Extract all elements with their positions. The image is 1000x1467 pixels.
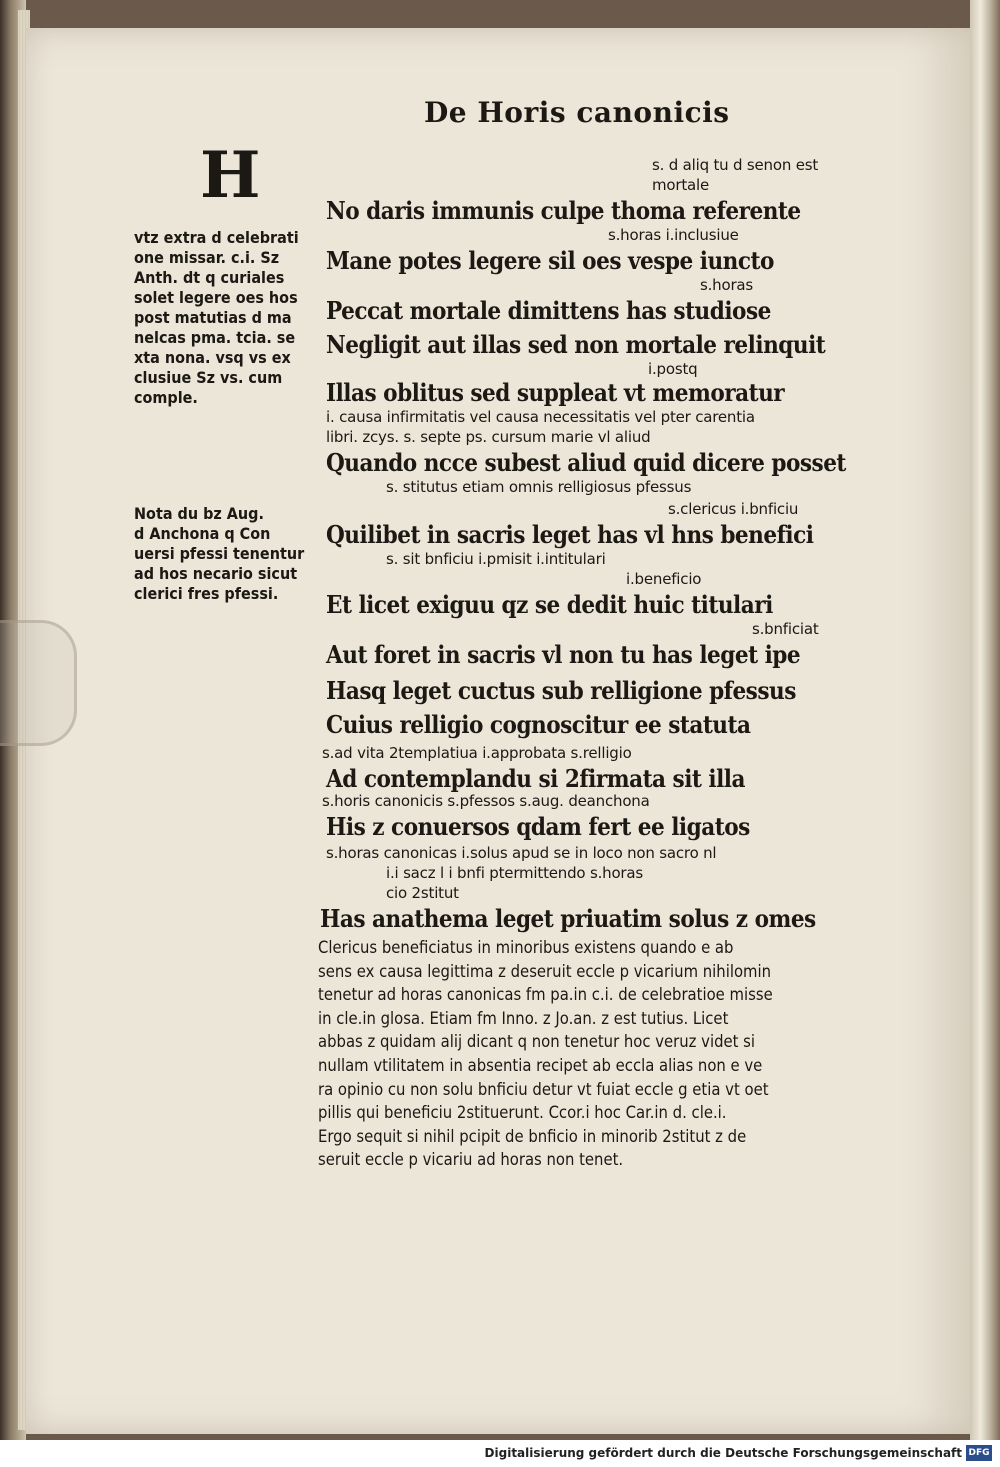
interlinear-gloss: s.horis canonicis s.pfessos s.aug. deanchona [322, 792, 650, 810]
commentary-line: in cle.in glosa. Etiam fm Inno. z Jo.an. z est tutius. Licet [318, 1008, 729, 1028]
running-head: De Horis canonicis [424, 96, 730, 129]
interlinear-gloss: mortale [652, 176, 710, 194]
commentary-paragraph [318, 936, 848, 1172]
gloss-line: vtz extra d celebrati [134, 228, 299, 247]
gloss-line: clerici fres pfessi. [134, 584, 279, 603]
interlinear-gloss: s. stitutus etiam omnis relligiosus pfessus [386, 478, 692, 496]
gloss-line: post matutias d ma [134, 308, 292, 327]
commentary-line: Ergo sequit si nihil pcipit de bnficio in minorib 2stitut z de [318, 1126, 747, 1146]
verse-line: Ad contemplandu si 2firmata sit illa [326, 764, 745, 793]
interlinear-gloss: i.postq [648, 360, 698, 378]
drop-initial: H [200, 138, 261, 213]
interlinear-gloss: s.clericus i.bnficiu [668, 500, 799, 518]
interlinear-gloss: s.ad vita 2templatiua i.approbata s.relligio [322, 744, 632, 762]
funding-credit: Digitalisierung gefördert durch die Deutsche Forschungsgemeinschaft [484, 1446, 962, 1460]
interlinear-gloss: s.horas canonicas i.solus apud se in loco non sacro nl [326, 844, 717, 862]
gloss-line: one missar. c.i. Sz [134, 248, 280, 267]
right-page-edge [970, 0, 1000, 1440]
gloss-line: uersi pfessi tenentur [134, 544, 305, 563]
verse-line: Quilibet in sacris leget has vl hns benefici [326, 520, 814, 549]
verse-line: Quando ncce subest aliud quid dicere posset [326, 448, 846, 477]
commentary-line: seruit eccle p vicariu ad horas non tenet. [318, 1150, 624, 1170]
verse-line: Et licet exiguu qz se dedit huic titulari [326, 590, 773, 619]
gloss-line: clusiue Sz vs. cum [134, 368, 283, 387]
interlinear-gloss: s. d aliq tu d senon est [652, 156, 819, 174]
gloss-line: xta nona. vsq vs ex [134, 348, 291, 367]
gloss-line: nelcas pma. tcia. se [134, 328, 296, 347]
verse-line: No daris immunis culpe thoma referente [326, 196, 801, 225]
verse-line: Hasq leget cuctus sub relligione pfessus [326, 676, 796, 705]
verse-line: Negligit aut illas sed non mortale relinquit [326, 330, 826, 359]
verse-line: Has anathema leget priuatim solus z omes [320, 904, 816, 933]
verse-line: Illas oblitus sed suppleat vt memoratur [326, 378, 785, 407]
verse-line: Peccat mortale dimittens has studiose [326, 296, 771, 325]
gloss-line: solet legere oes hos [134, 288, 298, 307]
gloss-line: Nota du bz Aug. [134, 504, 264, 523]
commentary-line: pillis qui beneficiu 2stituerunt. Ccor.i hoc Car.in d. cle.i. [318, 1103, 727, 1123]
interlinear-gloss: cio 2stitut [386, 884, 459, 902]
left-gloss-first [134, 228, 314, 408]
interlinear-gloss: s. sit bnficiu i.pmisit i.intitulari [386, 550, 606, 568]
verse-line: Aut foret in sacris vl non tu has leget ipe [326, 640, 801, 669]
interlinear-gloss: s.horas [700, 276, 754, 294]
interlinear-gloss: s.horas i.inclusiue [608, 226, 739, 244]
gloss-line: d Anchona q Con [134, 524, 271, 543]
gloss-line: Anth. dt q curiales [134, 268, 285, 287]
left-gloss-second [134, 504, 314, 604]
verse-line: Mane potes legere sil oes vespe iuncto [326, 246, 774, 275]
verse-line: His z conuersos qdam fert ee ligatos [326, 812, 750, 841]
dfg-logo: DFG [966, 1445, 992, 1461]
commentary-line: abbas z quidam alij dicant q non tenetur hoc veruz videt si [318, 1032, 756, 1052]
verse-line: Cuius relligio cognoscitur ee statuta [326, 710, 751, 739]
commentary-line: Clericus beneficiatus in minoribus existens quando e ab [318, 938, 734, 957]
commentary-line: sens ex causa legittima z deseruit eccle p vicarium nihilomin [318, 961, 772, 981]
gloss-line: comple. [134, 388, 198, 407]
commentary-line: tenetur ad horas canonicas fm pa.in c.i. de celebratioe misse [318, 985, 773, 1005]
interlinear-gloss: libri. zcys. s. septe ps. cursum marie vl aliud [326, 428, 651, 446]
commentary-line: ra opinio cu non solu bnficiu detur vt fuiat eccle g etia vt oet [318, 1079, 769, 1099]
clasp-shadow [0, 620, 77, 746]
interlinear-gloss: s.bnficiat [752, 620, 819, 638]
interlinear-gloss: i.beneficio [626, 570, 702, 588]
gloss-line: ad hos necario sicut [134, 564, 298, 583]
footer-bar [0, 1440, 1000, 1467]
commentary-line: nullam vtilitatem in absentia recipet ab eccla alias non e ve [318, 1055, 763, 1075]
interlinear-gloss: i. causa infirmitatis vel causa necessitatis vel pter carentia [326, 408, 755, 426]
interlinear-gloss: i.i sacz l i bnfi ptermittendo s.horas [386, 864, 644, 882]
